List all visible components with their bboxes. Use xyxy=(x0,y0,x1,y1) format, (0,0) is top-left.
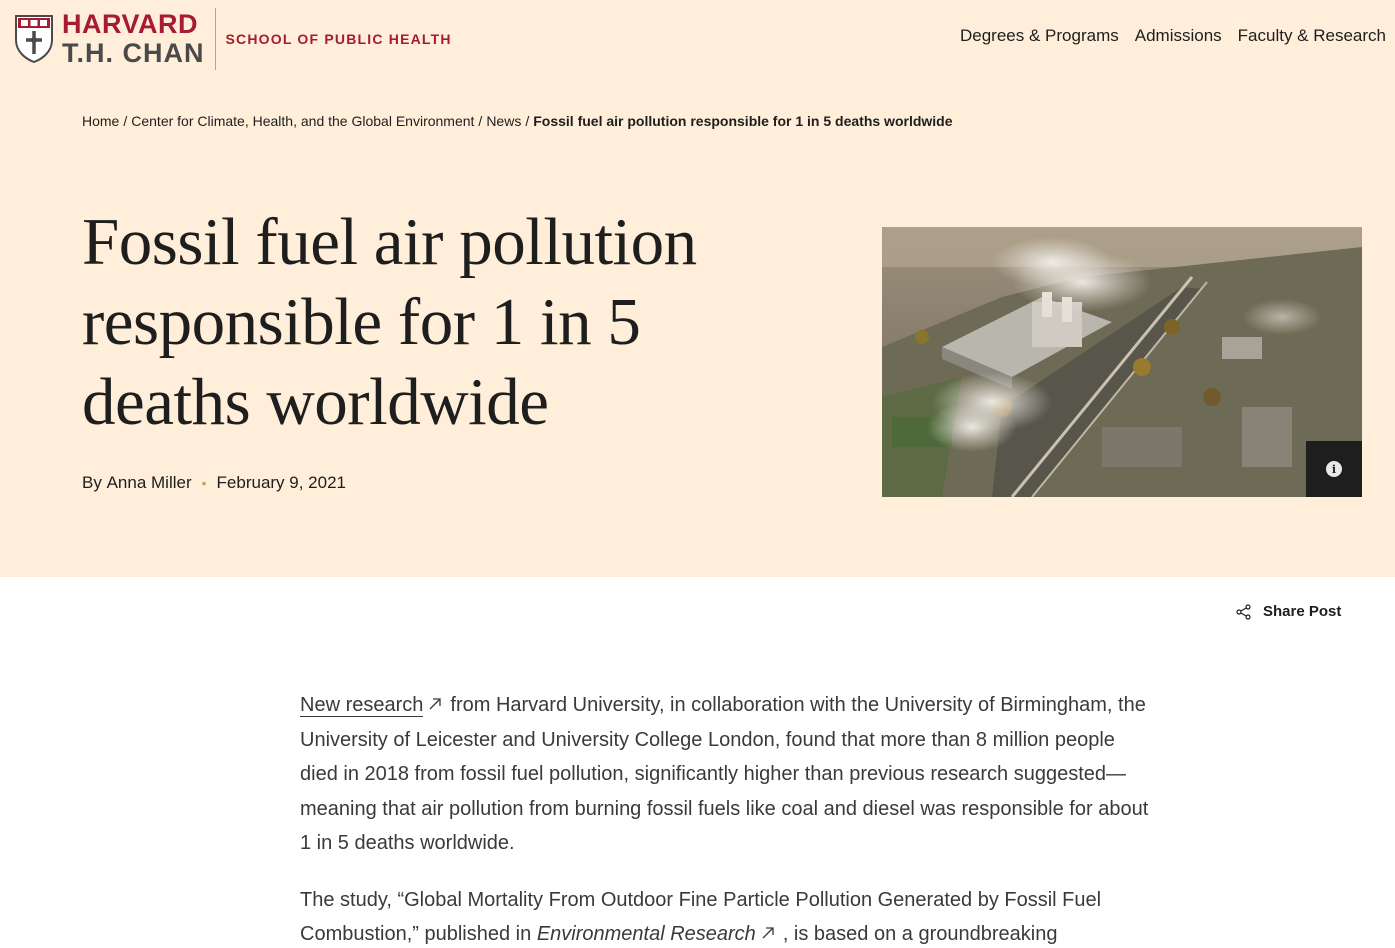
hero-image xyxy=(882,227,1362,497)
share-icon xyxy=(1236,604,1251,620)
environmental-research-link[interactable]: Environmental Research xyxy=(536,923,756,945)
article-paragraph-2 xyxy=(300,883,1150,948)
share-post-label: Share Post xyxy=(1263,603,1342,620)
publish-date: February 9, 2021 xyxy=(216,473,346,492)
nav-faculty-research[interactable]: Faculty & Research xyxy=(1237,26,1386,45)
logo-school-text: SCHOOL OF PUBLIC HEALTH xyxy=(225,31,452,47)
nav-degrees-programs[interactable]: Degrees & Programs xyxy=(960,26,1119,45)
byline xyxy=(82,473,346,493)
share-post-button[interactable] xyxy=(1236,603,1341,620)
byline-separator: • xyxy=(201,475,207,491)
harvard-shield-icon xyxy=(14,14,54,64)
paragraph-2-text-end: , is based on a groundbreaking xyxy=(782,923,1058,945)
external-link-arrow-icon xyxy=(761,926,775,940)
top-navigation xyxy=(960,26,1386,46)
breadcrumb-current: Fossil fuel air pollution responsible for 1 in 5 deaths worldwide xyxy=(533,113,953,129)
breadcrumb-news[interactable]: News xyxy=(486,113,522,129)
article-title: Fossil fuel air pollution responsible for 1 in 5 deaths worldwide xyxy=(82,205,697,439)
logo-harvard-text: HARVARD xyxy=(62,9,199,39)
breadcrumb-home[interactable]: Home xyxy=(82,113,120,129)
breadcrumb-center[interactable]: Center for Climate, Health, and the Global Environment xyxy=(131,113,475,129)
image-info-button[interactable] xyxy=(1306,441,1362,497)
article-paragraph-1 xyxy=(300,688,1150,861)
nav-admissions[interactable]: Admissions xyxy=(1134,26,1222,45)
paragraph-2-text-start: The study, “Global Mortality From Outdoor Fine Particle Pollution Generated by Fossil Fuel Combustion,” published in xyxy=(300,888,1102,945)
industrial-aerial-photo xyxy=(882,227,1362,497)
author-link[interactable]: Anna Miller xyxy=(106,473,192,492)
logo-divider xyxy=(215,8,216,70)
article-body xyxy=(300,688,1150,948)
external-link-arrow-icon xyxy=(428,697,442,711)
logo-chan-text: T.H. CHAN xyxy=(62,38,205,68)
info-icon: i xyxy=(1326,461,1342,477)
breadcrumb: Home / Center for Climate, Health, and the Global Environment / News / Fossil fuel air pollution responsible for 1 in 5 deaths worldwide xyxy=(82,113,953,129)
paragraph-1-text: from Harvard University, in collaboration with the University of Birmingham, the University of Leicester and University College London, found that more than 8 million people died in 2018 from fossil fuel pollution, significantly higher than previous research suggested—meaning that air pollution from burning fossil fuels like coal and diesel was responsible for about 1 in 5 deaths worldwide. xyxy=(300,694,1149,854)
byline-prefix: By xyxy=(82,473,102,492)
new-research-link[interactable]: New research xyxy=(300,694,424,716)
harvard-chan-logo[interactable] xyxy=(14,8,452,70)
